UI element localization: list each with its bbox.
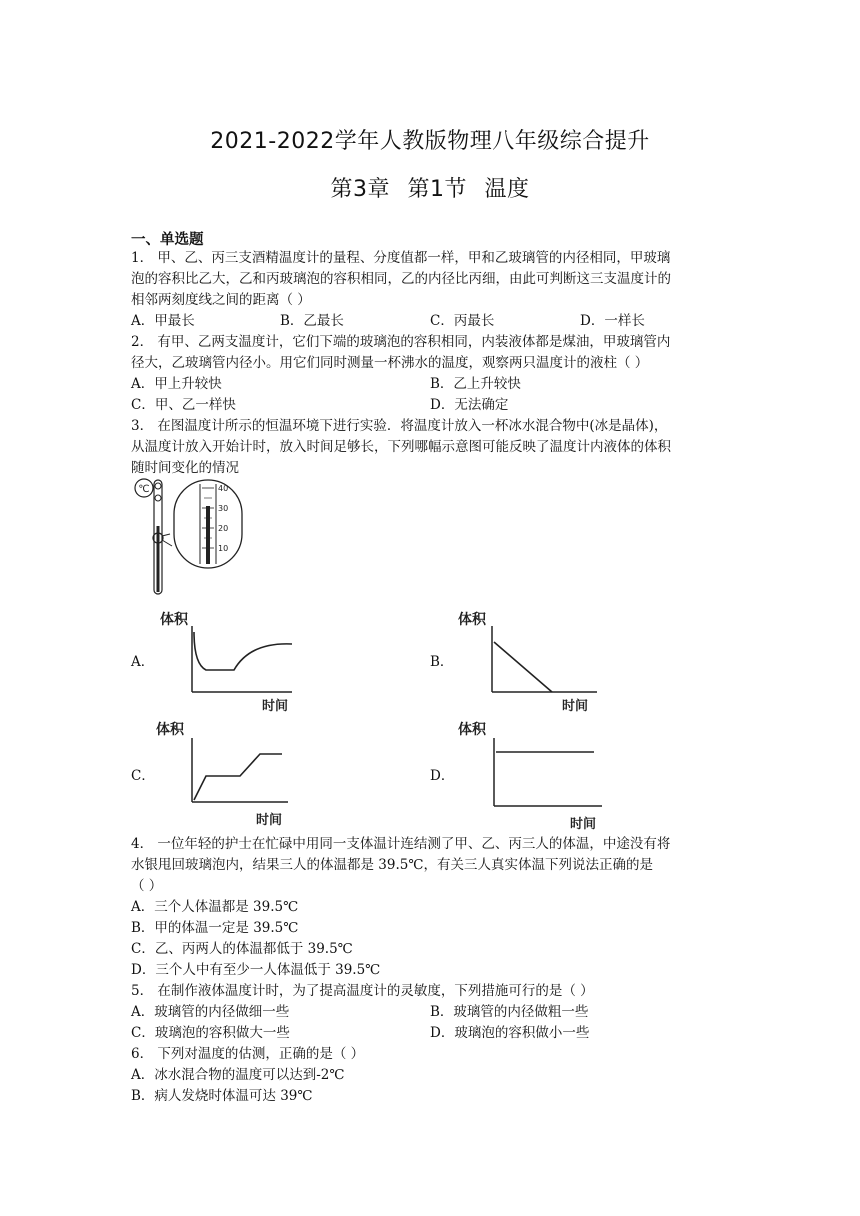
q1-line-1: 1． 甲、乙、丙三支酒精温度计的量程、分度值都一样，甲和乙玻璃管的内径相同，甲玻璃 — [131, 250, 671, 266]
celsius-badge — [135, 479, 153, 497]
magnifier-connector — [162, 534, 172, 546]
tick-label-20: 20 — [218, 524, 229, 533]
q2-option-b: B．乙上升较快 — [430, 376, 521, 392]
q1-line-3: 相邻两刻度线之间的距离（ ） — [131, 292, 311, 308]
q1-option-c: C．丙最长 — [430, 313, 495, 329]
tick-label-10: 10 — [218, 544, 229, 553]
q5-option-d: D．玻璃泡的容积做小一些 — [430, 1025, 590, 1041]
q2-option-d: D．无法确定 — [430, 397, 509, 413]
graph-b-xlabel: 时间 — [562, 699, 589, 714]
graph-d-ylabel: 体积 — [458, 722, 486, 738]
unit-label: ℃ — [138, 484, 150, 495]
q2-line-1: 2． 有甲、乙两支温度计，它们下端的玻璃泡的容积相同，内装液体都是煤油，甲玻璃管内 — [131, 334, 671, 350]
graph-d — [452, 718, 607, 833]
document-title: 2021-2022学年人教版物理八年级综合提升 — [210, 129, 650, 154]
q2-line-2: 径大，乙玻璃管内径小。用它们同时测量一杯沸水的温度，观察两只温度计的液柱（ ） — [131, 355, 649, 371]
graph-c-label: C． — [131, 768, 155, 784]
q6-option-b: B．病人发烧时体温可达 39℃ — [131, 1088, 313, 1104]
thermometer-body — [153, 480, 163, 594]
q4-line-1: 4． 一位年轻的护士在忙碌中用同一支体温计连结测了甲、乙、丙三人的体温，中途没有将 — [131, 836, 671, 852]
q1-option-b: B．乙最长 — [280, 313, 344, 329]
graph-a-curve — [194, 632, 292, 670]
tick-label-30: 30 — [218, 504, 229, 513]
q5-option-c: C．玻璃泡的容积做大一些 — [131, 1025, 290, 1041]
q3-line-3: 随时间变化的情况 — [131, 460, 239, 476]
graph-c-ylabel: 体积 — [156, 722, 184, 738]
q6-line-1: 6． 下列对温度的估测，正确的是（ ） — [131, 1046, 365, 1062]
q4-option-b: B．甲的体温一定是 39.5℃ — [131, 920, 299, 936]
q3-line-1: 3． 在图温度计所示的恒温环境下进行实验．将温度计放入一杯冰水混合物中(冰是晶体)， — [131, 418, 668, 434]
q5-option-b: B．玻璃管的内径做粗一些 — [430, 1004, 589, 1020]
q5-line-1: 5． 在制作液体温度计时，为了提高温度计的灵敏度，下列措施可行的是（ ） — [131, 983, 594, 999]
q1-option-a: A．甲最长 — [131, 313, 195, 329]
section-heading: 一、单选题 — [131, 232, 204, 248]
graph-b — [452, 606, 602, 716]
document-subtitle: 第3章 第1节 温度 — [330, 177, 530, 202]
q1-option-d: D．一样长 — [580, 313, 645, 329]
magnified-scale — [174, 480, 242, 568]
graph-c-xlabel: 时间 — [256, 813, 283, 828]
q4-option-c: C．乙、丙两人的体温都低于 39.5℃ — [131, 941, 353, 957]
q2-option-a: A．甲上升较快 — [131, 376, 222, 392]
graph-a — [150, 606, 300, 716]
graph-b-label: B． — [430, 654, 454, 670]
graph-c-curve — [194, 754, 282, 800]
q4-line-2: 水银甩回玻璃泡内，结果三人的体温都是 39.5℃，有关三人真实体温下列说法正确的是 — [131, 857, 653, 873]
q4-option-a: A．三个人体温都是 39.5℃ — [131, 899, 299, 915]
graph-d-xlabel: 时间 — [570, 817, 597, 832]
q6-option-a: A．冰水混合物的温度可以达到-2℃ — [131, 1067, 345, 1083]
graph-a-xlabel: 时间 — [262, 699, 289, 714]
q1-line-2: 泡的容积比乙大，乙和丙玻璃泡的容积相同，乙的内径比丙细，由此可判断这三支温度计的 — [131, 271, 671, 287]
q5-option-a: A．玻璃管的内径做细一些 — [131, 1004, 290, 1020]
q2-option-c: C．甲、乙一样快 — [131, 397, 236, 413]
graph-d-label: D． — [430, 768, 455, 784]
thermometer-figure — [128, 476, 248, 606]
graph-a-label: A． — [131, 654, 155, 670]
tick-label-40: 40 — [218, 484, 229, 493]
q4-line-3: （ ） — [131, 878, 163, 894]
q4-option-d: D．三个人中有至少一人体温低于 39.5℃ — [131, 962, 381, 978]
graph-b-ylabel: 体积 — [458, 612, 486, 628]
graph-a-ylabel: 体积 — [160, 612, 188, 628]
graph-c — [150, 718, 300, 833]
q3-line-2: 从温度计放入开始计时，放入时间足够长，下列哪幅示意图可能反映了温度计内液体的体积 — [131, 439, 671, 455]
graph-b-curve — [494, 642, 552, 692]
